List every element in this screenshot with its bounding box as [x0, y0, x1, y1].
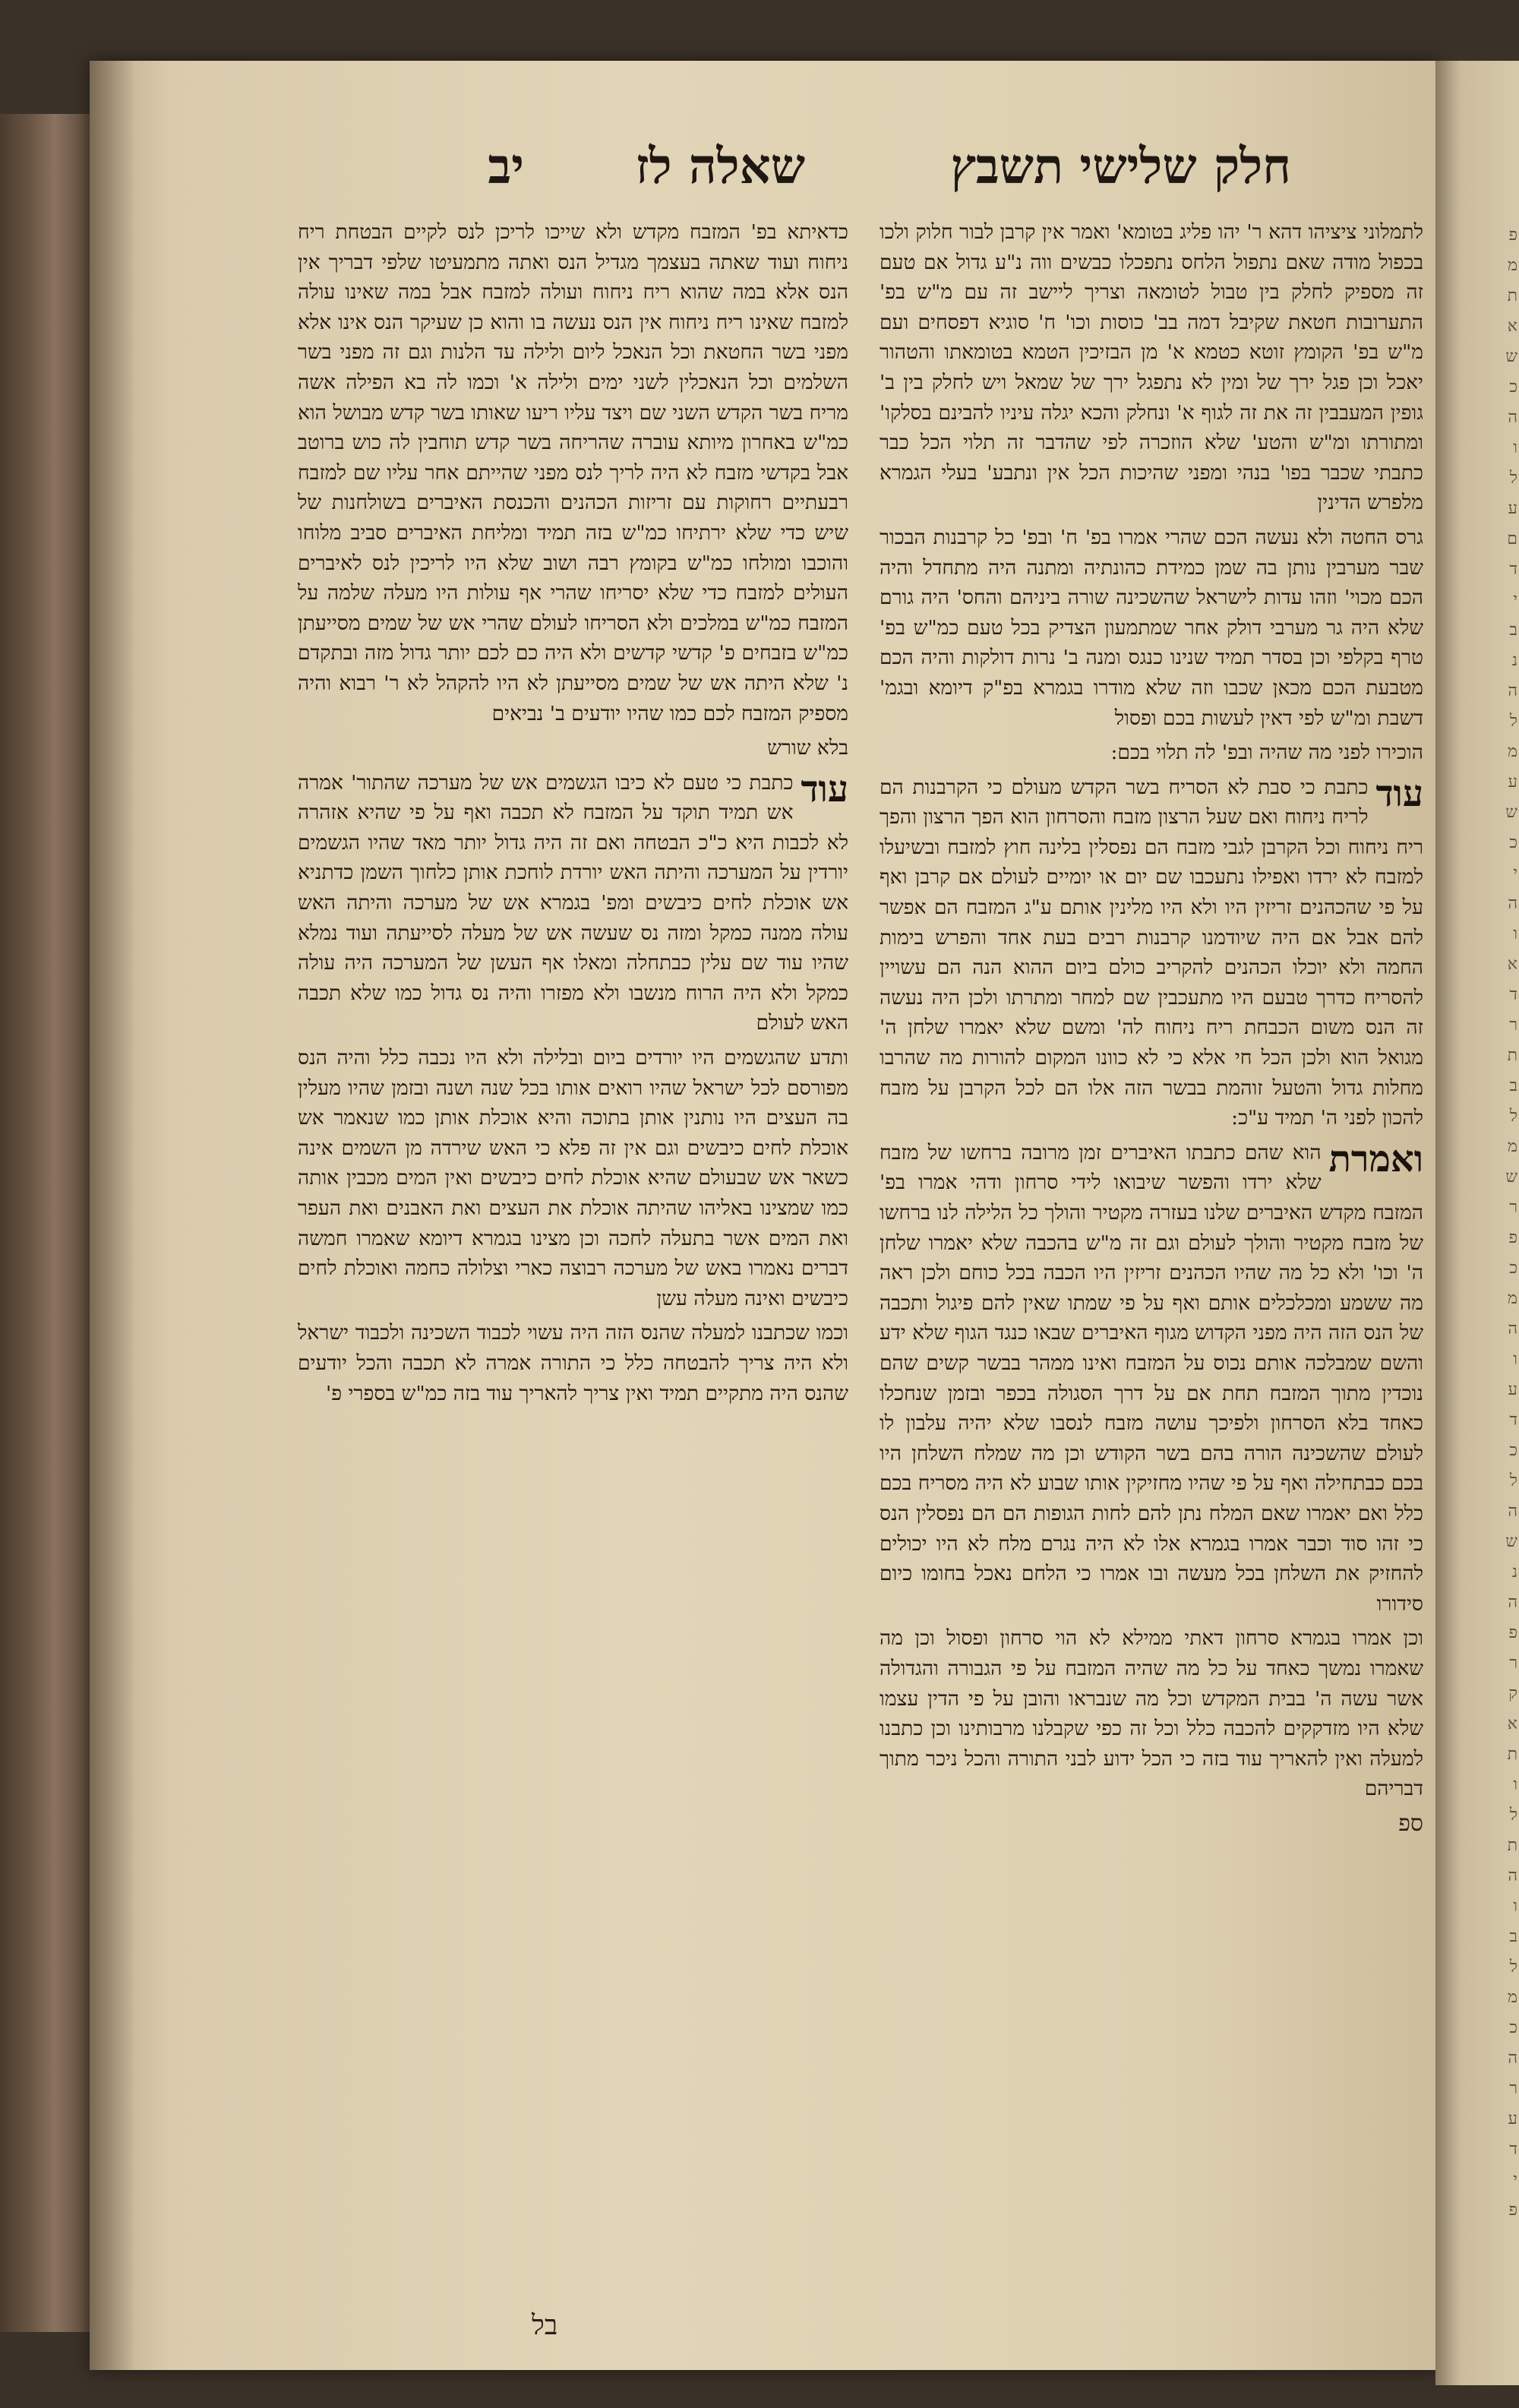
- book-spine: [0, 114, 91, 2332]
- section-heading: ואמרת: [1328, 1137, 1423, 1180]
- facing-page-text: פ מ ת א ש כ ה ו ל ע ם ד י ב נ ה ל מ ע ש כ י ה ו א ד ר ת ב ל מ ש ר פ כ מ ה ו ע ד כ ל ה ש נ ה פ ר ק א ת ו ל ת ה ו ב ל מ כ ה ר ע ד י פ: [1505, 226, 1517, 2220]
- running-header: [304, 138, 1291, 207]
- section-text: כתבת כי טעם לא כיבו הגשמים אש של מערכה שהתור' אמרה אש תמיד תוקד על המזבח לא תכבה ואף על פי שהיא אזהרה לא לכבות היא כ"כ הבטחה ואם זה היה גדול יותר מאד שהיו הגשמים יורדין על המערכה והיתה האש יורדת לוחכת אותן כלחוך השמן כדתניא אש אוכלת לחים כיבשים ומפ' בגמרא אש של מערכה והיתה האש עולה ממנה כמקל ומזה נס שעשה אש של מעלה לסייעתה ועוד נמלא שהיו עוד שם עלין כבתחלה ומאלו אף העשן של המערכה היה עולה כמקל ולא היה הרוח מנשבו ולא מפזרו והיה נס גדול כמו שלא תכבה האש לעולם: [298, 770, 848, 1035]
- paragraph: בלא שורש: [767, 736, 848, 760]
- paragraph: ותדע שהגשמים היו יורדים ביום ובלילה ולא היו נכבה כלל והיה הנס מפורסם לכל ישראל שהיו רואים אותו בכל שנה ושנה ובזמן שהיו מעלין בה העצים היו נותנין אותן בתוכה והיא אוכלת אותן כמו שנאמר אש אוכלת לחים כיבשים וגם אין זה פלא כי האש שירדה מן השמים אינה כשאר אש שבעולם שהיא אוכלת לחים כיבשים ואין המים מכבין אותה כמו שמצינו באליהו שהיתה אוכלת את העצים ואת האבנים ואת העפר ואת המים אשר בתעלה לחכה וכן מצינו בגמרא דיומא שאמרו חמשה דברים נאמרו באש של מערכה רבוצה כארי וצלולה כחמה ואוכלת לחים כיבשים ואינה מעלה עשן: [298, 1046, 848, 1310]
- paragraph: לתמלוני ציציהו דהא ר' יהו פליג בטומא' ואמר אין קרבן לבור חלוק ולכו בכפול מודה שאם נתפול הלחס נתפכלו כבשים ווה נ"ע גדול אם טעם זה מספיק לחלק בין טבול לטומאה וצריך ליישב זה עם מ"ש בפ' התערובות חטאת שקיבל דמה בב' כוסות וכו' ח' סוגיא דפסחים ועם מ"ש בפ' הקומץ זוטא כטמא א' מן הבזיכין הטמא בטומאתו והטהור יאכל וכן פגל ירך של ומין לא נתפגל ירך של שמאל ויש לחלק בין ב' גופין המעבבין זה את זה לגוף א' ונחלק והכא יגלה עיניו להבינם בסלקו' ומתורתו ומ"ש והטע' שלא הוזכרה לפי שהדבר זה תלוי הכל כבר כתבתי שכבר בפו' בנהי ומפני שהיכות הכל אין ונתבע' בעלי הגמרא מלפרש הדינין: [880, 220, 1423, 515]
- text-column-left: [298, 217, 848, 2353]
- header-book: תשבץ: [950, 138, 1063, 195]
- paragraph: הוכירו לפני מה שהיה ובפ' לה תלוי בכם:: [1110, 741, 1423, 765]
- section-paragraph: [298, 768, 848, 1038]
- paragraph: כדאיתא בפ' המזבח מקדש ולא שייכו לריכן לנס לקיים הבטחת ריח ניחוח ועוד שאתה בעצמך מגדיל הנס ואתה מתמעיטו שלפי דבריך אין הנס אלא במה שהוא ריח ניחוח ועולה למזבח אבל במה שאינו עולה למזבח שאינו ריח ניחוח אין הנס נעשה בו והוא כן שעיקר הנס אינו אלא מפני בשר החטאת וכל הנאכל ליום ולילה עד הלנות וגם זה מפני בשר השלמים וכל הנאכלין לשני ימים ולילה א' וכמו לה בא הפילה אשה מריח בשר הקדש השני שם ויצד עליו ריעו שאותו בשר קדש מבושל הוא כמ"ש באחרון מיותא עוברה שהריחה בשר קדש תוחבין לה כוש ברוטב אבל בקדשי מזבח לא היה לריך לנס מפני שהייתם אחר עליו שם למזבח רבעתיים רחוקות עם זריזות הכהנים והכנסת האיברים בשולחנות של שיש כדי שלא ירתיחו כמ"ש בזה תמיד ומליחת האיברים סביב מלוחו והוכבו ומולחו כמ"ש בקומץ רבה ושוב שלא היו לריכין לנס לאיברים העולים למזבח כדי שלא יסריחו שהרי אף עולות היו מעלה שלמה על המזבח כמ"ש במלכים ולא הסריחו לעולם שהרי אש של שמים מסייעתן כמ"ש בזבחים פ' קדשי קדשים ולא היה כם לכם יותר גדול מזה ובתקדם נ' שלא היתה אש של שמים מסייעתן לא היו להקהל לא ר' רבוא והיה מספיק המזבח לכם כמו שהיו יודעים ב' נביאים: [298, 220, 848, 725]
- gutter-shadow: [90, 61, 135, 2370]
- section-text: הוא שהם כתבתו האיברים זמן מרובה ברחשו של מזבח שלא ירדו והפשר שיבואו לידי סרחון ודהי אמרו בפ' המזבח מקדש האיברים שלנו בעזרה מקטיר והולך כל הלילה לנו ברחשו של מזבח מקטיר והולך לעולם וגם זה מ"ש בהכבה שלא יאמרו שלחן ה' וכו' ולא כל מה שהיו הכהנים זריזין היו הכבה בכל כוחם ולכן ראה מה ששמע ומכלכלים אותם ואף על פי שמתו שאין להם פיגול ותכבה של הנס הזה היה מפני הקדוש מגוף האיברים שבאו כנגד הגוף שלא ידע והשם שמבלכה אותם נכוס על המזבח ואינו ממהר בבשר קשים שהם נוכדין מתוך המזבח תחת אם על דרך הסגולה בכפר ובזמן שנחכלו כאחד בלא הסרחון ולפיכך עושה מזבח לנסבו שלא יהיה עלבון לו לעולם שהשכינה הורה בהם בשר הקודש וכן מה שמלח השלחן היו בכם כבתחילה ואף על פי שהיו מחזיקין אותו שבוע לא היה מסריח בכם כלל ואם יאמרו שאם המלח נתן להם לחות הגופות הם הם נפסלין הנס כי זהו סוד וכבר אמרו בגמרא אלו לא היה נגרם מלח לא היו יכולים להחזיק את השלחן בכל מעשה ובו אמרו כי הלחם נאכל בחומו כיום סידורו: [880, 1140, 1423, 1616]
- header-section: חלק שלישי: [1079, 138, 1291, 195]
- header-folio: יב: [488, 138, 524, 195]
- section-heading: עוד: [801, 767, 848, 811]
- catchword: ספ: [1398, 1809, 1423, 1837]
- section-heading: עוד: [1375, 772, 1423, 815]
- section-text: כתבת כי סבת לא הסריח בשר הקדש מעולם כי הקרבנות הם לריח ניחוח ואם שעל הרצון מזבח והסרחון הוא הפך הרצון והפך ריח ניחוח וכל הקרבן לגבי מזבח הם נפסלין בלינה חוץ למזבח ובשיעלו למזבח לא ירדו ואפילו נתעכבו שם יום או יומיים לעולם אם קרבן ואף על פי שהכהנים זריזין היו ולא היו מלינין אותם ע"ג המזבח הם אפשר להם אבל אם היה שיודמנו קרבנות רבים בעת אחד והפרש בימות החמה ולא יוכלו הכהנים להקריב כולם ביום ההוא הנה הם עשויין להסריח כדרך טבעם היו מתעכבין שם למחר ומתרתו ולכן היה נעשה זה הנס משום הכבחת ריח ניחוח לה' ומשם שלא יאמרו שלחן ה' מגואל הוא ולכן הכל חי אלא כי לא כוונו המקום להורות מה שהרבו מחלות גדול והטעל זוהמת בבשר הזה אלו הם לכל הקרבן על מזבח להכון לפני ה' תמיד ע"כ:: [880, 775, 1423, 1130]
- paragraph: וכן אמרו בגמרא סרחון דאתי ממילא לא הוי סרחון ופסול וכן מה שאמרו נמשך כאחד על כל מה שהיה המזבח על פי הגבורה והגדולה אשר עשה ה' בבית המקדש וכל מה שנבראו והובן על פי הדין עצמו שלא היו מזדקקים להכבה כלל וכל זה כפי שקבלנו מרבותינו וכן כתבנו למעלה ואין להאריך עוד בזה כי הכל ידוע לבני התורה והכל ניכר מתוך דבריהם: [880, 1626, 1423, 1801]
- section-paragraph: [880, 773, 1423, 1133]
- catchword-left: בל: [532, 2310, 558, 2341]
- text-column-right: [880, 217, 1423, 2353]
- paragraph: גרס החטה ולא נעשה הכם שהרי אמרו בפ' ח' ובפ' כל קרבנות הבכור שבר מערבין נותן בה שמן כמידת כהונתיה ומתנה היה מתחדל והיה הכם מכוי' וזהו עדות לישראל שהשכינה שורה ביניהם והחס' היה גורם שלא היה גר מערבי דולק אחר שמתמעון הצדיק בכל טעם כמ"ש בפ' טרף בקלפי וכן בסדר תמיד שנינו כנגס ומנה ב' נרות דולקות והיה הכם מטבעת הכם מכאן שכבו וזה שלא מודרו בגמרא בפ"ק דיומא ובגמ' דשבת ומ"ש לפי דאין לעשות בכם ופסול: [880, 525, 1423, 730]
- paragraph: וכמו שכתבנו למעלה שהנס הזה היה עשוי לכבוד השכינה ולכבוד ישראל ולא היה צריך להבטחה כלל כי התורה אמרה לא תכבה והכל יודעים שהנס היה מתקיים תמיד ואין צריך להאריך עוד בזה כמ"ש בספרי פ': [298, 1321, 848, 1405]
- facing-page-edge: [1435, 61, 1519, 2385]
- header-question: שאלה לז: [635, 138, 805, 195]
- section-paragraph: [880, 1138, 1423, 1620]
